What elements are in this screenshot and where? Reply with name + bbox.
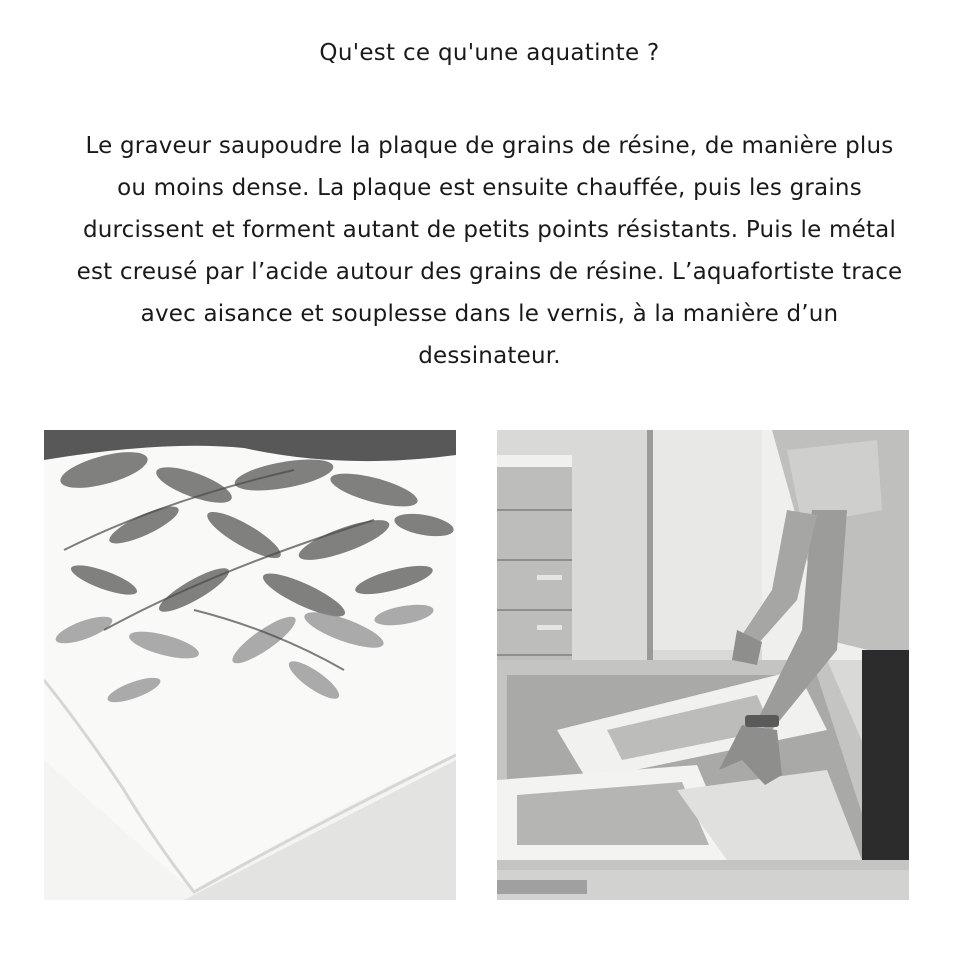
paragraph-line: Le graveur saupoudre la plaque de grains de résine, de manière plus — [85, 133, 894, 159]
paragraph-line: avec aisance et souplesse dans le vernis, à la manière d’un — [140, 301, 839, 327]
paragraph-line: dessinateur. — [418, 343, 561, 369]
description-paragraph — [0, 125, 979, 377]
printmaker-handling-print-photo — [497, 430, 909, 900]
aquatint-print-foliage-photo — [44, 430, 456, 900]
printmaker-illustration — [497, 430, 909, 900]
paragraph-line: durcissent et forment autant de petits points résistants. Puis le métal — [82, 217, 897, 243]
paragraph-line: ou moins dense. La plaque est ensuite chauffée, puis les grains — [117, 175, 862, 201]
page-title: Qu'est ce qu'une aquatinte ? — [319, 40, 660, 66]
foliage-print-illustration — [44, 430, 456, 900]
paragraph-line: est creusé par l’acide autour des grains de résine. L’aquafortiste trace — [76, 259, 903, 285]
